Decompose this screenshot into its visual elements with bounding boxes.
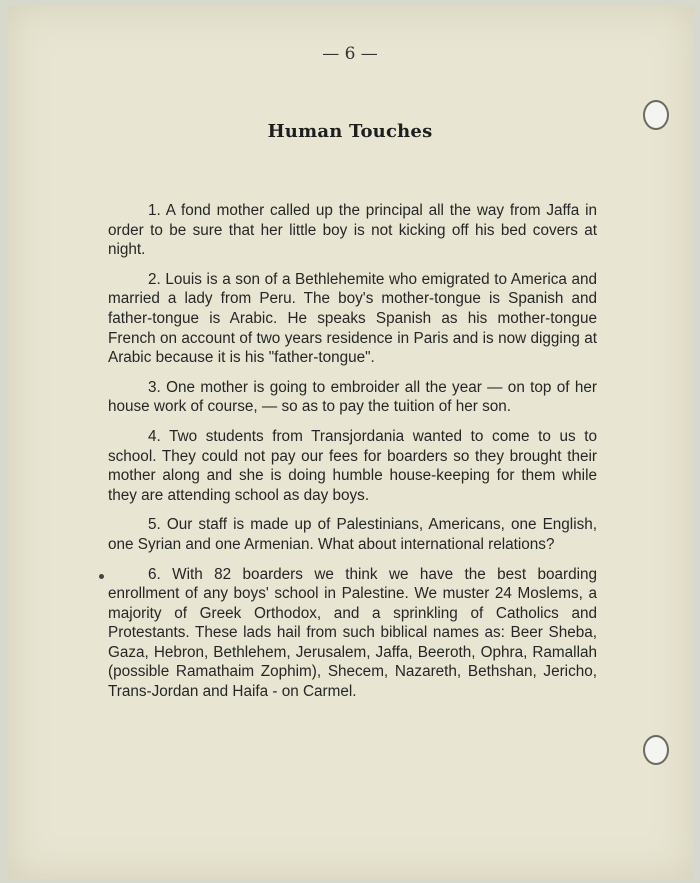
- punch-hole-bottom: [643, 735, 669, 765]
- page-number: — 6 —: [322, 44, 378, 64]
- paragraph-2: 2. Louis is a son of a Bethlehemite who emigrated to America and married a lady from Peru. The boy's mother-tongue is Spanish and father-tongue is Arabic. He speaks Spanish as his mother-tongue French on account of two years residence in Paris and is now digging at Arabic because it is his "father-tongue".: [108, 270, 597, 367]
- paragraph-3: 3. One mother is going to embroider all the year — on top of her house work of course, — so as to pay the tuition of her son.: [108, 378, 597, 416]
- paragraph-4: 4. Two students from Transjordania wanted to come to us to school. They could not pay our fees for boarders so they brought their mother along and she is doing humble house-keeping for them while they are attending school as day boys.: [108, 427, 597, 504]
- paragraph-5: 5. Our staff is made up of Palestinians, Americans, one English, one Syrian and one Armenian. What about international relations?: [108, 516, 597, 553]
- ink-dot: [99, 574, 104, 579]
- page-title: Human Touches: [267, 121, 433, 142]
- paragraph-1: 1. A fond mother called up the principal all the way from Jaffa in order to be sure that her little boy is not kicking off his bed covers at night.: [108, 202, 597, 259]
- body-text: [108, 201, 597, 712]
- paragraph-6: 6. With 82 boarders we think we have the best boarding enrollment of any boys' school in Palestine. We muster 24 Moslems, a majority of Greek Orthodox, and a sprinkling of Catholics and Protestants. These lads hail from such biblical names as: Beer Sheba, Gaza, Hebron, Bethlehem, Jerusalem, Jaffa, Beeroth, Ophra, Ramallah (possible Ramathaim Zophim), Shecem, Nazareth, Bethshan, Jericho, Trans-Jordan and Haifa - on Carmel.: [108, 565, 597, 701]
